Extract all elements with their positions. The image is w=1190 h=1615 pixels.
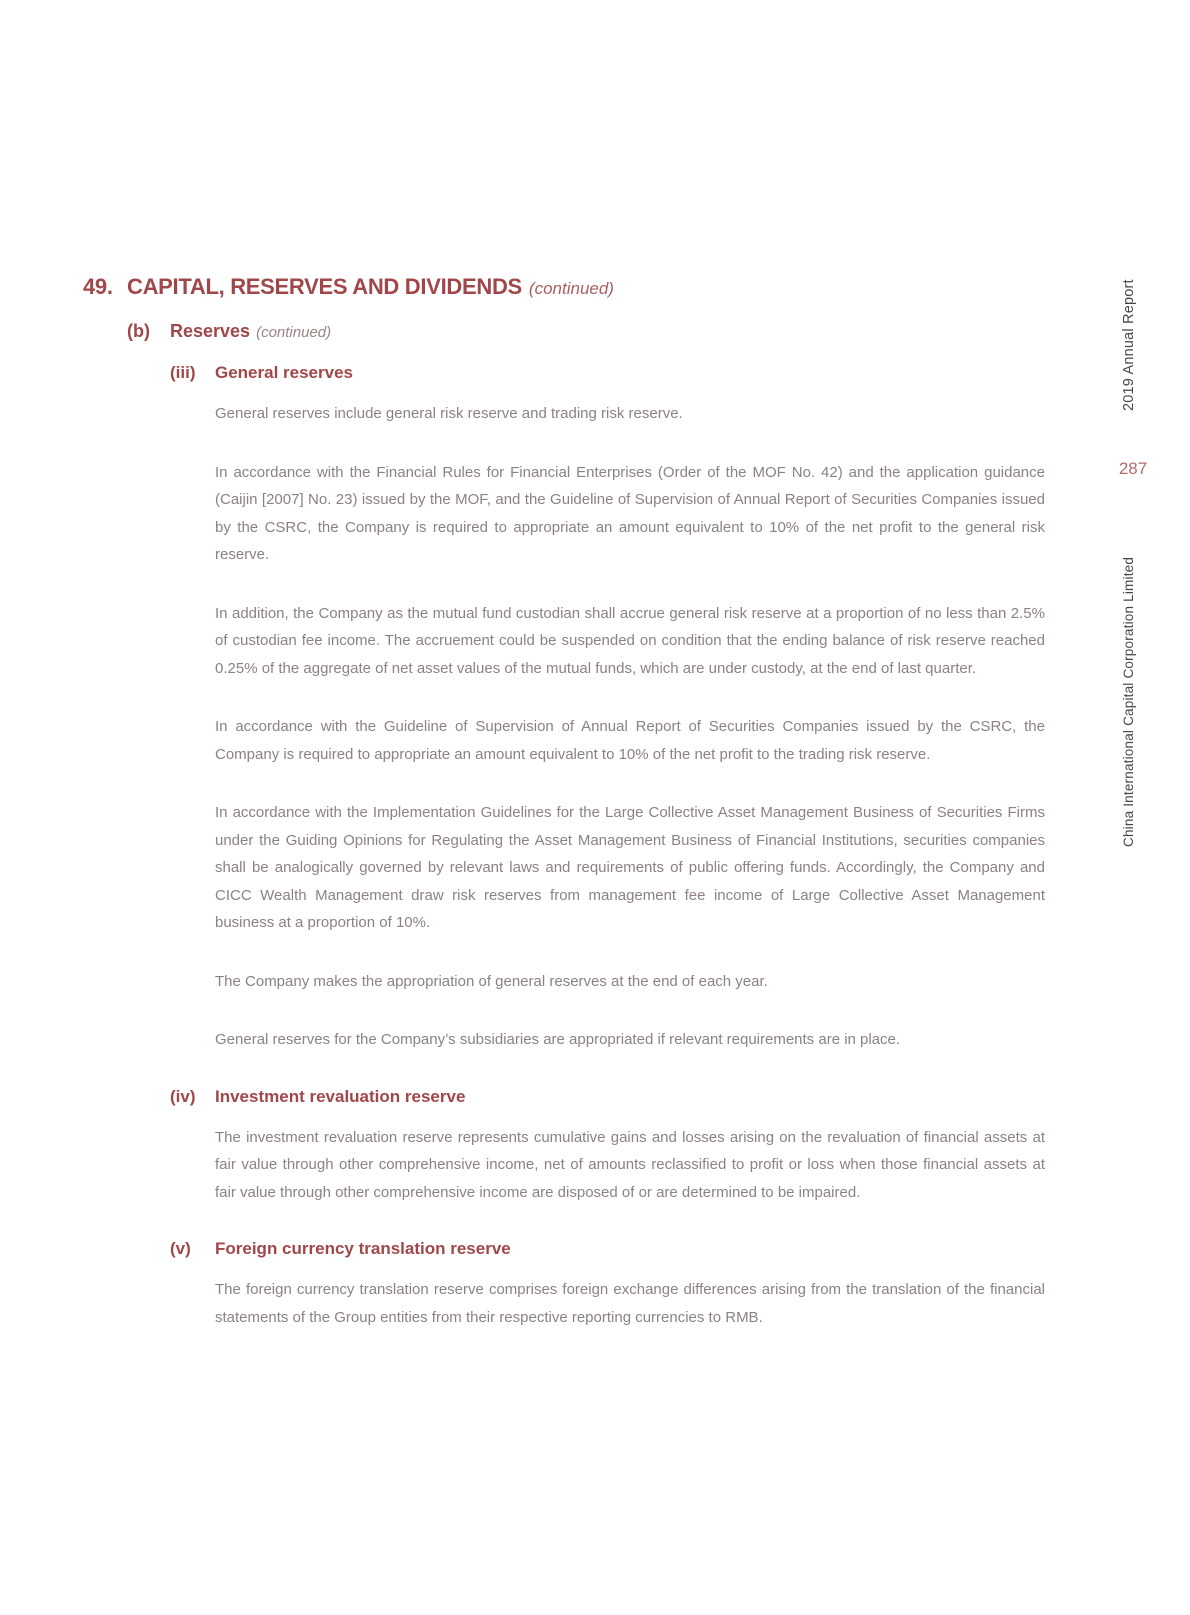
chapter-number: 49. — [83, 274, 113, 299]
chapter-title: CAPITAL, RESERVES AND DIVIDENDS — [127, 274, 522, 299]
main-content — [83, 272, 1045, 1362]
paragraph: The foreign currency translation reserve comprises foreign exchange differences arising from the translation of the financial statements of the Group entities from their respective reporting currencies to RMB. — [215, 1281, 1045, 1326]
sidebar-company-name: China International Capital Corporation Limited — [1121, 556, 1136, 847]
section-general-reserves — [170, 361, 1045, 1085]
chapter-heading — [83, 272, 1045, 304]
section-label: (iii) — [170, 363, 196, 382]
sidebar-report-title: 2019 Annual Report — [1121, 279, 1137, 411]
page-number: 287 — [1118, 459, 1148, 478]
paragraph: The Company makes the appropriation of general reserves at the end of each year. — [215, 972, 768, 990]
section-body — [215, 1085, 1045, 1238]
paragraph: In accordance with the Implementation Guidelines for the Large Collective Asset Management Business of Securities Firms under the Guiding Opinions for Regulating the Asset Management Business of Financial Institutions, securities companies shall be analogically governed by relevant laws and requirements of public offering funds. Accordingly, the Company and CICC Wealth Management draw risk reserves from management fee income of Large Collective Asset Management business at a proportion of 10%. — [215, 804, 1045, 931]
section-title: General reserves — [215, 363, 353, 382]
section-label: (iv) — [170, 1086, 196, 1106]
section-title: Investment revaluation reserve — [215, 1086, 466, 1106]
paragraph: In addition, the Company as the mutual fund custodian shall accrue general risk reserve at a proportion of no less than 2.5% of custodian fee income. The accruement could be suspended on condition that the ending balance of risk reserve reached 0.25% of the aggregate of net asset values of the mutual funds, which are under custody, at the end of last quarter. — [215, 604, 1045, 677]
paragraph: In accordance with the Guideline of Supervision of Annual Report of Securities Companies issued by the CSRC, the Company is required to appropriate an amount equivalent to 10% of the net profit to the trading risk reserve. — [215, 718, 1045, 763]
section-foreign-currency-translation-reserve — [170, 1237, 1045, 1362]
section-body — [215, 361, 1045, 1085]
paragraph: In accordance with the Financial Rules for Financial Enterprises (Order of the MOF No. 42) and the application guidance (Caijin [2007] No. 23) issued by the MOF, and the Guideline of Supervision of Annual Report of Securities Companies issued by the CSRC, the Company is required to appropriate an amount equivalent to 10% of the net profit to the general risk reserve. — [215, 463, 1045, 563]
subsection-title: Reserves — [170, 321, 251, 341]
paragraph: The investment revaluation reserve represents cumulative gains and losses arising on the revaluation of financial assets at fair value through other comprehensive income, net of amounts reclassified to profit or loss when those financial assets at fair value through other comprehensive income are disposed of or are determined to be impaired. — [215, 1128, 1045, 1201]
subsection-heading — [127, 319, 1045, 345]
paragraph: General reserves include general risk reserve and trading risk reserve. — [215, 405, 683, 422]
chapter-continued-note: (continued) — [528, 279, 614, 298]
section-title: Foreign currency translation reserve — [215, 1239, 511, 1258]
subsection-continued-note: (continued) — [256, 324, 332, 341]
section-label: (v) — [170, 1239, 191, 1258]
subsection-label: (b) — [127, 321, 150, 341]
section-investment-revaluation-reserve — [170, 1085, 1045, 1238]
section-body — [215, 1237, 1045, 1362]
paragraph: General reserves for the Company’s subsidiaries are appropriated if relevant requirements are in place. — [215, 1031, 901, 1048]
